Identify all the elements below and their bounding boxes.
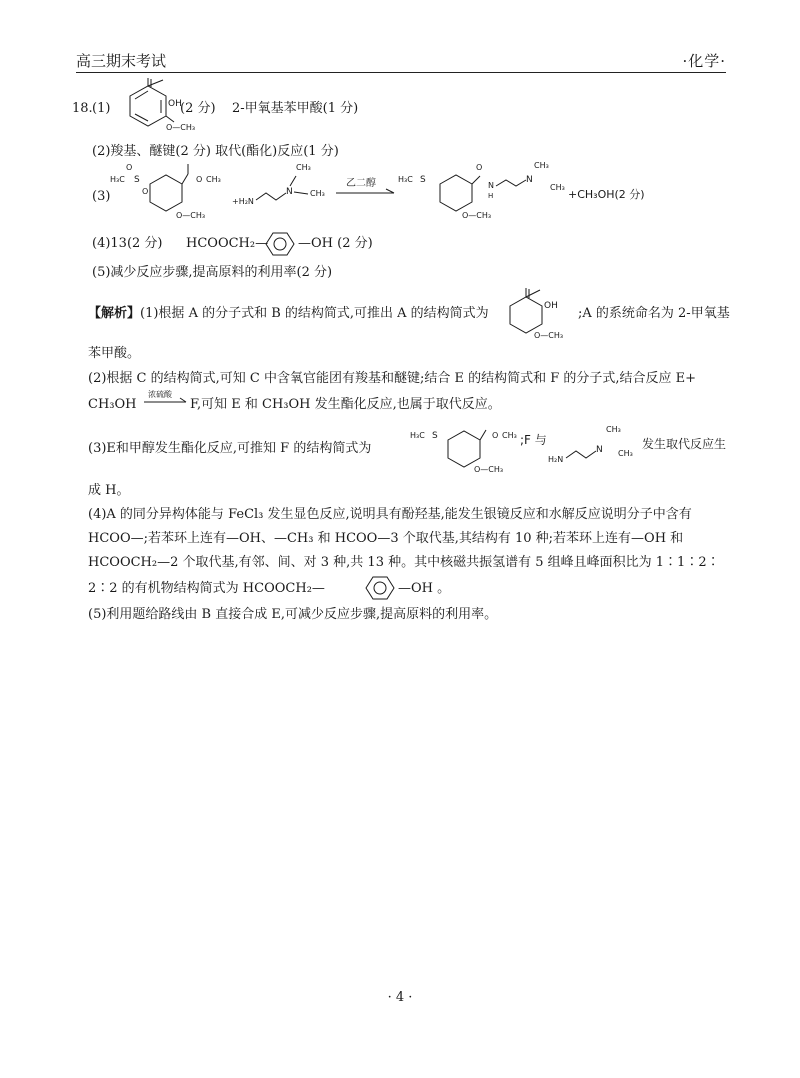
analysis-part3-text: (3)E和甲醇发生酯化反应,可推知 F 的结构简式为 [88,441,372,456]
amine-h2n-label: +H₂N [232,197,254,206]
methanol-formula: CH₃OH [88,397,137,412]
ethyl-ch3-top: CH₃ [296,163,311,172]
q18-part4-oh: —OH (2 分) [298,236,373,251]
h3c-label: H₃C [110,175,125,184]
reaction-arrow-sulfuric-acid [142,388,190,410]
product-ch3-top: CH₃ [534,161,549,170]
structure-f-and-amine [410,418,740,474]
benzene-ring-icon [262,230,298,258]
methoxy-label-3: O—CH₃ [176,211,206,220]
analysis-part4-line1: (4)A 的同分异构体能与 FeCl₃ 发生显色反应,说明具有酚羟基,能发生银镜反应和水解反应说明分子中含有 [88,507,692,522]
f-ch3: CH₃ [502,431,517,440]
analysis-part1-tail: ;A 的系统命名为 2-甲氧基 [578,306,730,321]
f-s: S [432,431,438,441]
q18-part3-label: (3) [92,189,111,204]
q18-part2: (2)羧基、醚键(2 分) 取代(酯化)反应(1 分) [92,144,339,159]
analysis-part4-line2: HCOO—;若苯环上连有—OH、—CH₃ 和 HCOO—3 个取代基,其结构有 10 种;若苯环上连有—OH 和 [88,531,684,546]
exam-title: 高三期末考试 [76,52,167,70]
analysis-part2-line2 [88,396,137,414]
q18-part1-name: 2-甲氧基苯甲酸(1 分) [232,101,359,116]
analysis-part4-line4-pre: 2∶2 的有机物结构简式为 HCOOCH₂— [88,581,325,596]
page-number: · 4 · [387,990,413,1005]
analysis-methoxy-label: O—CH₃ [534,331,564,340]
sulfur-label: S [134,175,140,185]
ethyl-ch3-right: CH₃ [310,189,325,198]
analysis-part2-rest: F,可知 E 和 CH₃OH 发生酯化反应,也属于取代反应。 [190,397,501,412]
q18-number: 18. [72,101,93,116]
product-ch3-right: CH₃ [550,183,565,192]
analysis-oh-label: OH [544,301,558,311]
page-header [76,50,726,73]
analysis-tag: 【解析】 [88,306,141,321]
f-o: O [492,431,499,440]
analysis-part1-text: (1)根据 A 的分子式和 B 的结构简式,可推出 A 的结构简式为 [140,306,489,321]
oh-group-label: OH [168,99,182,109]
sulfonyl-o2: O [142,187,149,196]
q18-part1-label: (1) [92,101,111,116]
q18-part1-score: (2 分) [180,101,216,116]
analysis-part1 [88,305,489,323]
analysis-part4-line3: HCOOCH₂—2 个取代基,有邻、间、对 3 种,共 13 种。其中核磁共振氢谱有 5 组峰且峰面积比为 1∶1∶2∶ [88,555,720,570]
amine-ch3-top: CH₃ [606,425,621,434]
amine-ch3-right: CH₃ [618,449,633,458]
product-amine-n: N [526,175,533,185]
product-h3c-label: H₃C [398,175,413,184]
f-with-text: ;F 与 [520,433,547,447]
analysis-part5: (5)利用题给路线由 B 直接合成 E,可减少反应步骤,提高原料的利用率。 [88,607,498,622]
amine-h2n: H₂N [548,455,564,464]
amine-n-label: N [286,187,293,197]
analysis-part4-line4-post: —OH 。 [398,581,451,596]
sulfonyl-o1: O [126,163,133,172]
ester-ch3-label: CH₃ [206,175,221,184]
f-methoxy: O—CH₃ [474,465,504,474]
q18-part4-answer: (4)13(2 分) [92,236,163,251]
f-h3c: H₃C [410,431,425,440]
analysis-part2-line1: (2)根据 C 的结构简式,可知 C 中含氧官能团有羧基和醚键;结合 E 的结构简式和 F 的分子式,结合反应 E+ [88,371,697,386]
amine-n: N [596,445,603,455]
reaction-equation-part3 [110,160,690,230]
catalyst-conc-sulfuric: 浓硫酸 [148,390,172,399]
subject-label: ·化学· [682,52,726,70]
product-methoxy: O—CH₃ [462,211,492,220]
benzoic-acid-structure-2 [500,286,580,342]
byproduct-methanol: +CH₃OH(2 分) [568,188,645,201]
q18-part5: (5)减少反应步骤,提高原料的利用率(2 分) [92,265,333,280]
analysis-part3-tail: 发生取代反应生 [642,437,727,451]
product-amide-h: H [488,192,494,200]
product-amide-o: O [476,163,483,172]
product-amide-n: N [488,181,494,190]
q18-part4-formula: HCOOCH₂— [186,236,269,251]
product-s-label: S [420,175,426,185]
benzene-ring-icon-2 [362,574,398,602]
catalyst-ethylene-glycol: 乙二醇 [346,178,376,189]
analysis-part1-line2: 苯甲酸。 [88,346,141,361]
ester-o-label: O [196,175,203,184]
methoxy-label: O—CH₃ [166,123,196,132]
analysis-part3-line2: 成 H。 [88,483,130,498]
